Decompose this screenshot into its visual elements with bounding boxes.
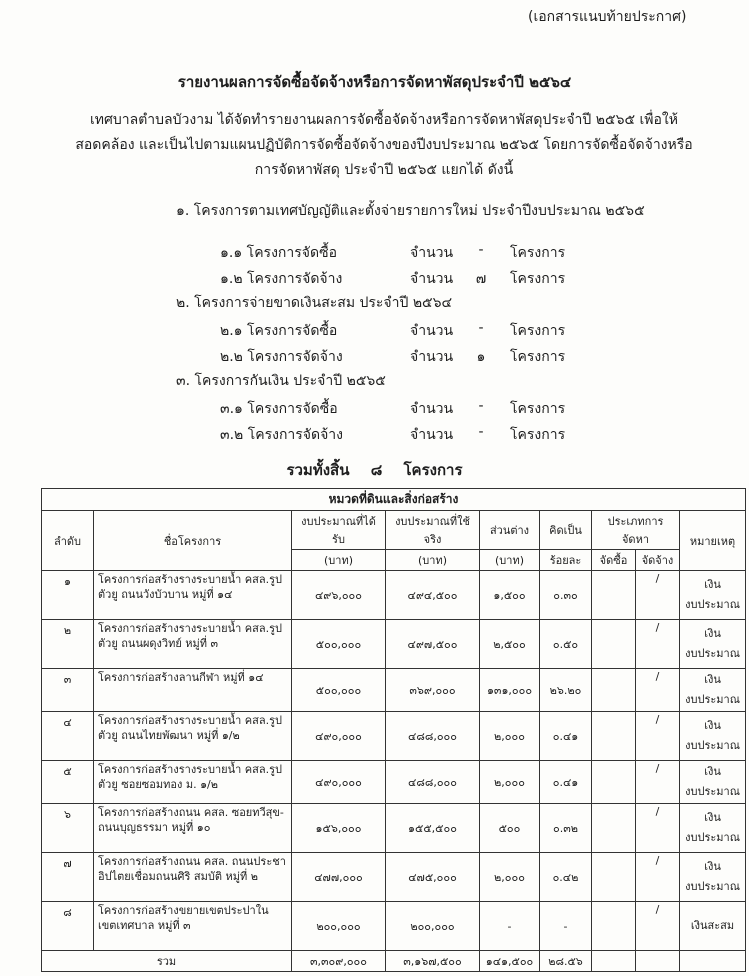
procurement-table [41,488,746,972]
row-remark-line2: งบประมาณ [685,598,740,611]
total-pct: ๒๘.๕๖ [540,951,592,972]
summary-item-count-word: จำนวน [410,349,454,365]
header-spent-unit: (บาท) [386,550,480,571]
header-remark: หมายเหตุ [680,511,746,571]
summary-item-label: ๒.๒ โครงการจัดจ้าง [220,349,343,365]
header-spent: งบประมาณที่ใช้จริง [386,511,480,550]
row-hire: / [636,902,680,951]
summary-item-unit: โครงการ [510,349,566,365]
row-buy [592,571,636,620]
row-remark-line2: งบประมาณ [685,693,740,706]
row-pct: ๒๖.๒๐ [540,669,592,712]
table-row [42,804,746,853]
attachment-note: (เอกสารแนบท้ายประกาศ) [528,9,687,25]
row-budget: ๕๐๐,๐๐๐ [292,669,386,712]
table-category: หมวดที่ดินและสิ่งก่อสร้าง [42,489,746,511]
row-budget: ๑๕๖,๐๐๐ [292,804,386,853]
row-name: โครงการก่อสร้างรางระบายน้ำ คสล.รูปตัวยู ถนนวังบัวบาน หมู่ที่ ๑๔ [94,571,292,620]
header-name: ชื่อโครงการ [94,511,292,571]
table-row [42,669,746,712]
row-remark-line1: เงิน [704,627,721,640]
row-spent: ๔๙๔,๕๐๐ [386,571,480,620]
header-type: ประเภทการจัดหา [592,511,680,550]
row-remark [680,620,746,669]
row-remark [680,853,746,902]
summary-item-count: ๑ [476,349,486,365]
row-remark-line2: งบประมาณ [685,647,740,660]
row-remark-line1: เงิน [704,719,721,732]
total-remark [680,951,746,972]
row-diff: ๑,๕๐๐ [480,571,540,620]
row-no: ๗ [42,853,94,902]
row-remark [680,571,746,620]
row-budget: ๔๗๗,๐๐๐ [292,853,386,902]
grand-total-label: รวมทั้งสิ้น [286,461,350,479]
row-spent: ๔๘๘,๐๐๐ [386,712,480,761]
row-remark-line2: งบประมาณ [685,880,740,893]
row-pct: - [540,902,592,951]
row-diff: ๒,๕๐๐ [480,620,540,669]
row-budget: ๔๙๖,๐๐๐ [292,571,386,620]
row-name: โครงการก่อสร้างลานกีฬา หมู่ที่ ๑๔ [94,669,292,712]
row-no: ๘ [42,902,94,951]
row-name: โครงการก่อสร้างขยายเขตประปาใน เขตเทศบาล หมู่ที่ ๓ [94,902,292,951]
row-remark-line2: งบประมาณ [685,739,740,752]
total-buy [592,951,636,972]
row-spent: ๑๕๕,๕๐๐ [386,804,480,853]
summary-item-count-word: จำนวน [410,323,454,339]
row-spent: ๔๘๘,๐๐๐ [386,761,480,804]
row-name: โครงการก่อสร้างรางระบายน้ำ คสล.รูปตัวยู ซอยซอมทอง ม. ๑/๒ [94,761,292,804]
row-no: ๔ [42,712,94,761]
row-hire: / [636,571,680,620]
summary-item-label: ๑.๑ โครงการจัดซื้อ [220,245,337,261]
table-row [42,761,746,804]
row-no: ๑ [42,571,94,620]
row-remark-line1: เงิน [704,811,721,824]
report-title: รายงานผลการจัดซื้อจัดจ้างหรือการจัดหาพัสดุประจำปี ๒๕๖๔ [177,73,572,91]
row-budget: ๔๙๐,๐๐๐ [292,761,386,804]
summary-item-count: - [478,320,484,336]
table-row [42,712,746,761]
row-hire: / [636,761,680,804]
row-no: ๕ [42,761,94,804]
intro-paragraph: เทศบาลตำบลบัวงาม ได้จัดทำรายงานผลการจัดซื้อจัดจ้างหรือการจัดหาพัสดุประจำปี ๒๕๖๕ เพื่อให้สอดคล้อง และเป็นไปตามแผนปฏิบัติการจัดซื้อจัดจ้างของปีงบประมาณ ๒๕๖๕ โดยการจัดซื้อจัดจ้างหรือการจัดหาพัสดุ ประจำปี ๒๕๖๕ แยกได้ ดังนี้ [75,112,693,178]
table-row [42,571,746,620]
row-buy [592,761,636,804]
row-buy [592,902,636,951]
table-row [42,620,746,669]
summary-item-label: ๓.๑ โครงการจัดซื้อ [220,401,338,417]
row-hire: / [636,669,680,712]
total-budget: ๓,๓๐๙,๐๐๐ [292,951,386,972]
table-row [42,853,746,902]
header-budget-unit: (บาท) [292,550,386,571]
row-remark-line1: เงิน [704,765,721,778]
row-no: ๒ [42,620,94,669]
table-body [42,571,746,951]
summary-item-count-word: จำนวน [410,401,454,417]
total-hire [636,951,680,972]
row-no: ๓ [42,669,94,712]
row-hire: / [636,804,680,853]
header-pct: คิดเป็น [540,511,592,550]
summary-item-label: ๒.๑ โครงการจัดซื้อ [220,323,338,339]
row-diff: ๕๐๐ [480,804,540,853]
section-3-heading: ๓. โครงการกันเงิน ประจำปี ๒๕๖๕ [176,373,386,389]
grand-total [0,458,749,482]
row-remark-line1: เงิน [704,673,721,686]
row-name: โครงการก่อสร้างรางระบายน้ำ คสล.รูปตัวยู ถนนไทยพัฒนา หมู่ที่ ๑/๒ [94,712,292,761]
row-spent: ๓๖๙,๐๐๐ [386,669,480,712]
summary-item-count: - [478,424,484,440]
header-hire: จัดจ้าง [636,550,680,571]
total-spent: ๓,๑๖๗,๕๐๐ [386,951,480,972]
row-remark [680,804,746,853]
header-no: ลำดับ [42,511,94,571]
header-buy: จัดซื้อ [592,550,636,571]
row-hire: / [636,712,680,761]
summary-item-count: - [478,242,484,258]
grand-total-unit: โครงการ [403,461,463,479]
summary-item-count: ๗ [475,271,487,287]
row-remark-line1: เงิน [704,578,721,591]
row-buy [592,669,636,712]
summary-item-count: - [478,398,484,414]
row-spent: ๔๗๕,๐๐๐ [386,853,480,902]
header-diff: ส่วนต่าง [480,511,540,550]
row-remark-line1: เงินสะสม [690,919,735,932]
row-budget: ๕๐๐,๐๐๐ [292,620,386,669]
section-2-heading: ๒. โครงการจ่ายขาดเงินสะสม ประจำปี ๒๕๖๔ [176,295,453,311]
summary-item-count-word: จำนวน [410,427,454,443]
row-pct: ๐.๔๑ [540,761,592,804]
summary-item-count-word: จำนวน [410,271,454,287]
grand-total-count: ๘ [370,461,383,479]
row-remark-line2: งบประมาณ [685,831,740,844]
summary-item-unit: โครงการ [510,323,566,339]
header-diff-unit: (บาท) [480,550,540,571]
row-hire: / [636,620,680,669]
row-pct: ๐.๓๐ [540,571,592,620]
summary-item-label: ๓.๒ โครงการจัดจ้าง [220,427,343,443]
row-pct: ๐.๔๒ [540,853,592,902]
row-spent: ๔๙๗,๕๐๐ [386,620,480,669]
row-remark [680,712,746,761]
summary-item-unit: โครงการ [510,271,566,287]
row-remark-line1: เงิน [704,860,721,873]
row-buy [592,620,636,669]
summary-item-label: ๑.๒ โครงการจัดจ้าง [220,271,343,287]
row-diff: - [480,902,540,951]
table-row [42,902,746,951]
row-budget: ๒๐๐,๐๐๐ [292,902,386,951]
total-diff: ๑๔๑,๕๐๐ [480,951,540,972]
row-remark [680,902,746,951]
summary-item-unit: โครงการ [510,401,566,417]
row-pct: ๐.๔๑ [540,712,592,761]
header-budget: งบประมาณที่ได้รับ [292,511,386,550]
total-label: รวม [42,951,292,972]
row-diff: ๑๓๑,๐๐๐ [480,669,540,712]
row-pct: ๐.๕๐ [540,620,592,669]
row-buy [592,853,636,902]
row-remark [680,669,746,712]
row-remark-line2: งบประมาณ [685,785,740,798]
summary-item-unit: โครงการ [510,245,566,261]
row-hire: / [636,853,680,902]
row-budget: ๔๙๐,๐๐๐ [292,712,386,761]
row-diff: ๒,๐๐๐ [480,761,540,804]
row-no: ๖ [42,804,94,853]
row-pct: ๐.๓๒ [540,804,592,853]
row-diff: ๒,๐๐๐ [480,853,540,902]
header-pct-unit: ร้อยละ [540,550,592,571]
row-spent: ๒๐๐,๐๐๐ [386,902,480,951]
section-1-heading: ๑. โครงการตามเทศบัญญัติและตั้งจ่ายรายการใหม่ ประจำปีงบประมาณ ๒๕๖๕ [176,203,645,219]
row-buy [592,712,636,761]
row-buy [592,804,636,853]
row-name: โครงการก่อสร้างรางระบายน้ำ คสล.รูปตัวยู ถนนผดุงวิทย์ หมู่ที่ ๓ [94,620,292,669]
row-name: โครงการก่อสร้างถนน คสล. ซอยทวีสุข-ถนนบุญธรรมา หมู่ที่ ๑๐ [94,804,292,853]
row-diff: ๒,๐๐๐ [480,712,540,761]
summary-item-unit: โครงการ [510,427,566,443]
row-remark [680,761,746,804]
row-name: โครงการก่อสร้างถนน คสล. ถนนประชาอิปไตยเชื่อมถนนศิริ สมบัติ หมู่ที่ ๒ [94,853,292,902]
summary-item-count-word: จำนวน [410,245,454,261]
